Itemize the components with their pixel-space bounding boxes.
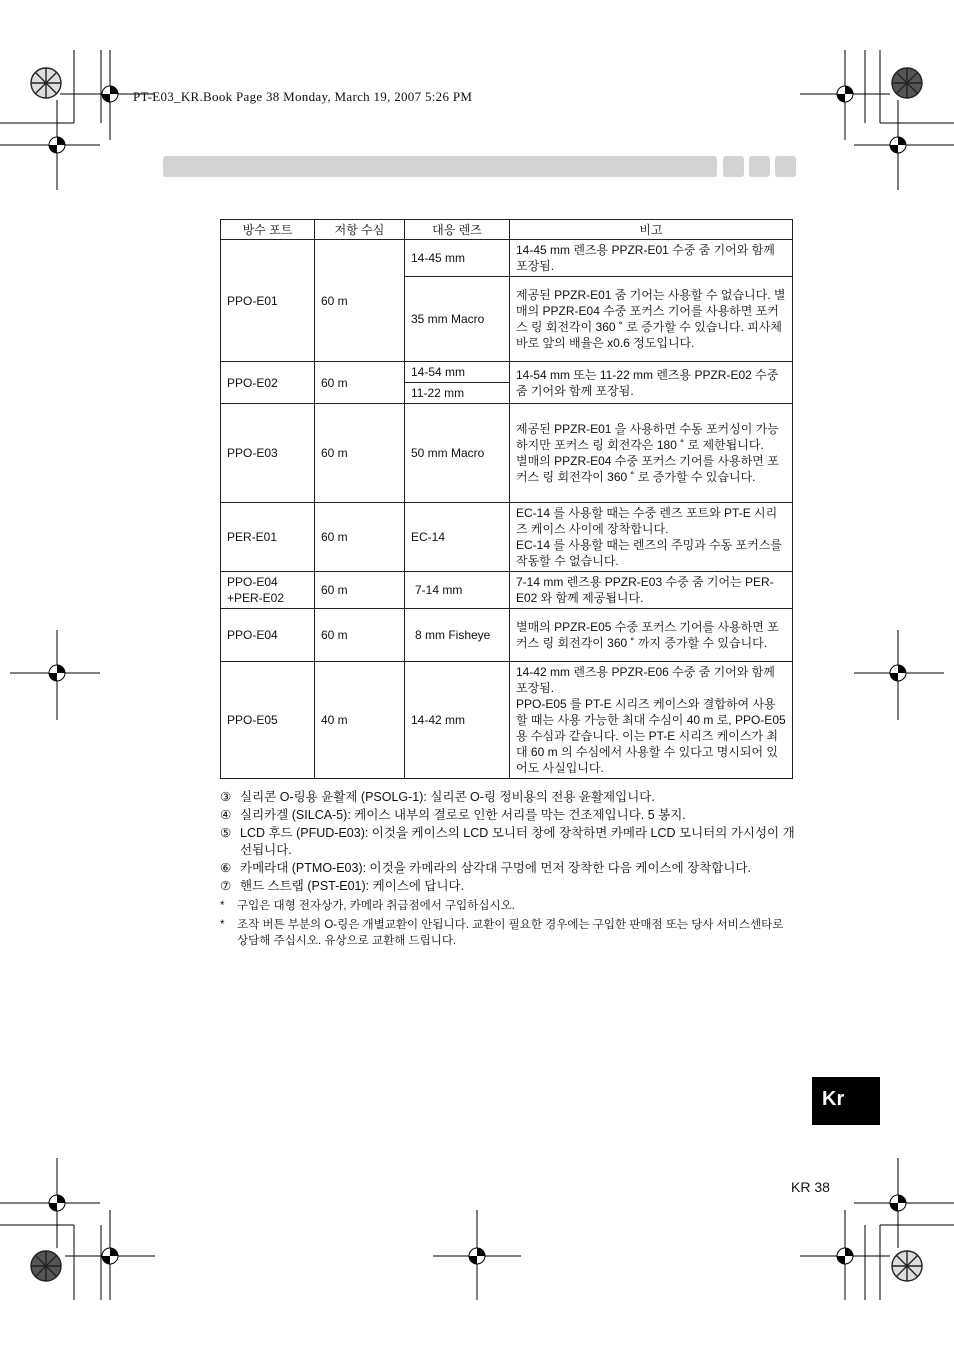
item-number: ⑥ bbox=[220, 861, 232, 875]
cell-port: PPO-E01 bbox=[221, 240, 315, 362]
table-row bbox=[221, 404, 793, 503]
page-number: KR 38 bbox=[791, 1179, 830, 1195]
footnote-mark: * bbox=[220, 900, 225, 912]
title-bar-block bbox=[749, 156, 770, 177]
item-number: ⑦ bbox=[220, 879, 232, 893]
table-row bbox=[221, 503, 793, 572]
cell-lens: 50 mm Macro bbox=[405, 404, 510, 503]
item-number: ④ bbox=[220, 808, 232, 822]
footnote bbox=[220, 917, 795, 949]
cell-lens: 14-54 mm bbox=[405, 362, 510, 383]
cell-port: PER-E01 bbox=[221, 503, 315, 572]
table-row bbox=[221, 240, 793, 277]
cell-port: PPO-E03 bbox=[221, 404, 315, 503]
cell-lens: EC-14 bbox=[405, 503, 510, 572]
book-header-line: PT-E03_KR.Book Page 38 Monday, March 19, 2007 5:26 PM bbox=[133, 89, 473, 104]
table-row bbox=[221, 609, 793, 662]
title-bar bbox=[163, 156, 717, 177]
cell-lens: 14-42 mm bbox=[405, 662, 510, 779]
cell-note bbox=[510, 662, 793, 779]
note-line: 별매의 PPZR-E04 수중 포커스 기어를 사용하면 포커스 링 회전각이 360 ˚ 로 증가할 수 있습니다. bbox=[516, 454, 779, 484]
title-bar-block bbox=[723, 156, 744, 177]
cell-lens: 8 mm Fisheye bbox=[405, 609, 510, 662]
col-header-lens: 대응 렌즈 bbox=[405, 220, 510, 240]
cell-lens: 11-22 mm bbox=[405, 383, 510, 404]
cell-port bbox=[221, 572, 315, 609]
footnote-text: 구입은 대형 전자상가, 카메라 취급점에서 구입하십시오. bbox=[237, 900, 515, 912]
cell-depth: 60 m bbox=[315, 503, 405, 572]
cell-note: 14-54 mm 또는 11-22 mm 렌즈용 PPZR-E02 수중 줌 기어와 함께 포장됨. bbox=[510, 362, 793, 404]
title-bar-block bbox=[775, 156, 796, 177]
port-line: +PER-E02 bbox=[227, 591, 285, 605]
table-row bbox=[221, 572, 793, 609]
footnote-mark: * bbox=[220, 919, 225, 931]
cell-note: 14-45 mm 렌즈용 PPZR-E01 수중 줌 기어와 함께 포장됨. bbox=[510, 240, 793, 277]
cell-port: PPO-E04 bbox=[221, 609, 315, 662]
lens-port-table bbox=[220, 219, 793, 779]
item-text: 카메라대 (PTMO-E03): 이것을 카메라의 삼각대 구멍에 먼저 장착한 다음 케이스에 장착합니다. bbox=[240, 861, 751, 875]
cell-depth: 60 m bbox=[315, 362, 405, 404]
cell-depth: 40 m bbox=[315, 662, 405, 779]
list-item bbox=[220, 860, 795, 877]
col-header-notes: 비고 bbox=[510, 220, 793, 240]
list-item bbox=[220, 878, 795, 895]
note-line: EC-14 를 사용할 때는 렌즈의 주밍과 수동 포커스를 작동할 수 없습니다. bbox=[516, 538, 783, 568]
note-line: EC-14 를 사용할 때는 수중 렌즈 포트와 PT-E 시리즈 케이스 사이에 장착합니다. bbox=[516, 506, 778, 536]
cell-lens: 35 mm Macro bbox=[405, 277, 510, 362]
list-item bbox=[220, 789, 795, 806]
footnote-text: 조작 버튼 부분의 O-링은 개별교환이 안됩니다. 교환이 필요한 경우에는 구입한 판매점 또는 당사 서비스센타로 상담해 주십시오. 유상으로 교환해 드립니다. bbox=[237, 919, 784, 947]
footnote bbox=[220, 898, 795, 914]
cell-depth: 60 m bbox=[315, 609, 405, 662]
list-item bbox=[220, 825, 795, 859]
cell-note: 7-14 mm 렌즈용 PPZR-E03 수중 줌 기어는 PER-E02 와 함께 제공됩니다. bbox=[510, 572, 793, 609]
item-text: 핸드 스트랩 (PST-E01): 케이스에 답니다. bbox=[240, 879, 465, 893]
language-tab-label: Kr bbox=[822, 1088, 845, 1110]
col-header-port: 방수 포트 bbox=[221, 220, 315, 240]
cell-depth: 60 m bbox=[315, 240, 405, 362]
cell-port: PPO-E05 bbox=[221, 662, 315, 779]
port-line: PPO-E04 bbox=[227, 575, 278, 589]
cell-note: 별매의 PPZR-E05 수중 포커스 기어를 사용하면 포커스 링 회전각이 360 ˚ 까지 증가할 수 있습니다. bbox=[510, 609, 793, 662]
cell-port: PPO-E02 bbox=[221, 362, 315, 404]
note-line: 14-42 mm 렌즈용 PPZR-E06 수중 줌 기어와 함께 포장됨. bbox=[516, 665, 775, 695]
cell-lens: 7-14 mm bbox=[405, 572, 510, 609]
accessory-notes bbox=[220, 789, 795, 949]
cell-depth: 60 m bbox=[315, 572, 405, 609]
item-number: ③ bbox=[220, 790, 232, 804]
cell-note bbox=[510, 503, 793, 572]
note-line: PPO-E05 를 PT-E 시리즈 케이스와 결합하여 사용할 때는 사용 가능한 최대 수심이 40 m 로, PPO-E05 용 수심과 같습니다. 이는 PT-E 시리즈 케이스가 최대 60 m 의 수심에서 사용할 수 있다고 명시되어 있어도 사실입니다. bbox=[516, 697, 786, 775]
item-number: ⑤ bbox=[220, 826, 232, 840]
cell-note bbox=[510, 404, 793, 503]
table-header-row bbox=[221, 220, 793, 240]
item-text: 실리콘 O-링용 윤활제 (PSOLG-1): 실리콘 O-링 정비용의 전용 윤활제입니다. bbox=[240, 790, 655, 804]
cell-note: 제공된 PPZR-E01 줌 기어는 사용할 수 없습니다. 별매의 PPZR-E04 수중 포커스 기어를 사용하면 포커스 링 회전각이 360 ˚ 로 증가할 수 있습니다. 피사체 바로 앞의 배율은 x0.6 정도입니다. bbox=[510, 277, 793, 362]
item-text: 실리카겔 (SILCA-5): 케이스 내부의 결로로 인한 서리를 막는 건조제입니다. 5 봉지. bbox=[240, 808, 686, 822]
item-text: LCD 후드 (PFUD-E03): 이것을 케이스의 LCD 모니터 창에 장착하면 카메라 LCD 모니터의 가시성이 개선됩니다. bbox=[240, 826, 795, 857]
note-line: 제공된 PPZR-E01 을 사용하면 수동 포커싱이 가능하지만 포커스 링 회전각은 180 ˚ 로 제한됩니다. bbox=[516, 422, 779, 452]
list-item bbox=[220, 807, 795, 824]
col-header-depth: 저항 수심 bbox=[315, 220, 405, 240]
table-row bbox=[221, 362, 793, 383]
cell-depth: 60 m bbox=[315, 404, 405, 503]
table-row bbox=[221, 662, 793, 779]
language-tab bbox=[812, 1077, 880, 1125]
cell-lens: 14-45 mm bbox=[405, 240, 510, 277]
